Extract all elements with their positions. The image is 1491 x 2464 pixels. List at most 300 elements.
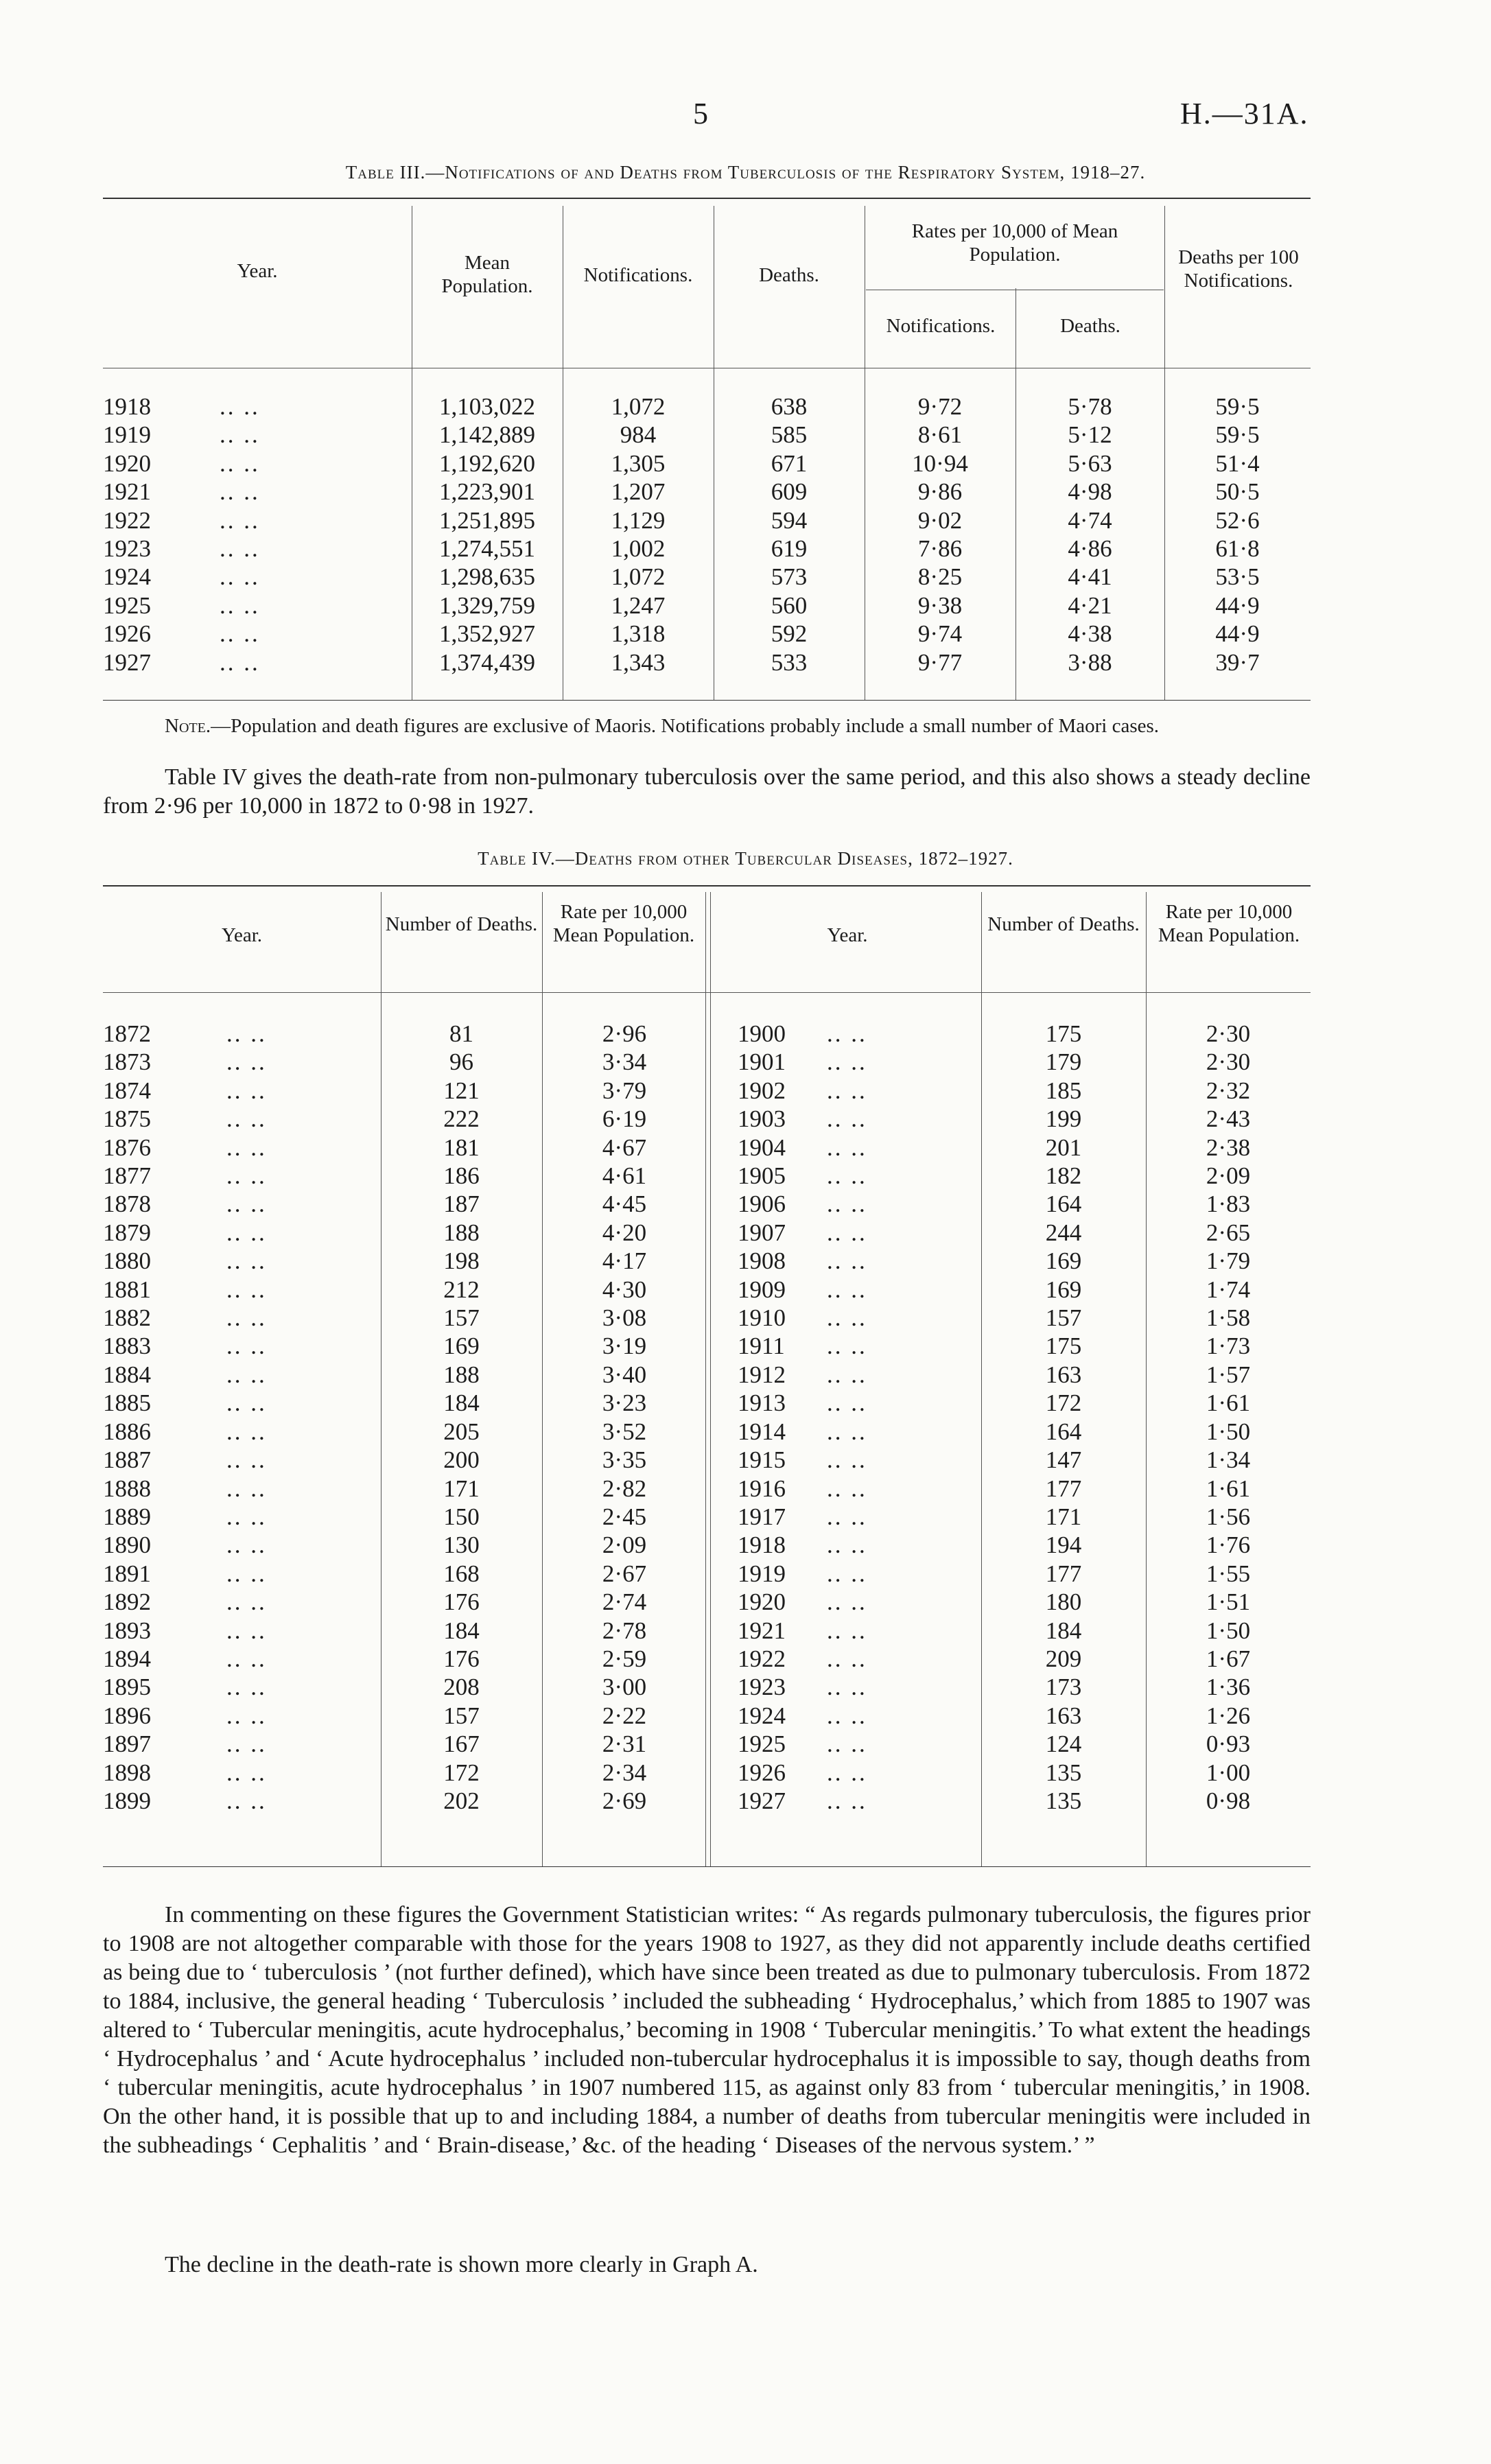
leader-dots: .. .. <box>226 1389 267 1417</box>
rate-cell: 1·76 <box>1206 1532 1251 1559</box>
year-cell: 1898 <box>103 1759 151 1786</box>
deaths-cell: 533 <box>771 648 808 676</box>
table-row <box>738 1276 1311 1304</box>
leader-dots: .. .. <box>827 1645 867 1672</box>
rate-cell: 1·50 <box>1206 1418 1251 1445</box>
table3-bottom-rule <box>103 700 1311 701</box>
year-cell: 1883 <box>103 1333 151 1360</box>
year-cell: 1917 <box>738 1503 786 1530</box>
leader-dots: .. .. <box>226 1219 267 1246</box>
year-cell: 1880 <box>103 1247 151 1275</box>
mean-population-cell: 1,329,759 <box>439 591 535 619</box>
year-cell: 1911 <box>738 1333 785 1360</box>
deaths-cell: 671 <box>771 449 808 477</box>
table3-header-rate-deaths: Deaths. <box>1060 315 1120 337</box>
table-row <box>738 1531 1311 1559</box>
note-label: Note. <box>165 715 211 737</box>
leader-dots: .. .. <box>220 393 260 420</box>
deaths-per-100-cell: 59·5 <box>1215 393 1260 420</box>
year-cell: 1895 <box>103 1674 151 1701</box>
rate-cell: 1·74 <box>1206 1276 1251 1303</box>
rate-cell: 2·78 <box>602 1617 647 1644</box>
table4-title: Table IV.—Deaths from other Tubercular Diseases, 1872–1927. <box>478 848 1013 869</box>
table-row <box>738 1304 1311 1332</box>
leader-dots: .. .. <box>226 1418 267 1445</box>
table3-header-deaths: Deaths. <box>759 264 819 286</box>
rate-cell: 6·19 <box>602 1105 647 1133</box>
table-row <box>103 1588 707 1616</box>
leader-dots: .. .. <box>827 1730 867 1758</box>
number-of-deaths-cell: 180 <box>1045 1588 1082 1616</box>
rate-cell: 1·61 <box>1206 1475 1251 1502</box>
rate-cell: 3·79 <box>602 1077 647 1104</box>
rate-notifications-cell: 8·25 <box>917 563 963 591</box>
number-of-deaths-cell: 179 <box>1045 1048 1082 1076</box>
leader-dots: .. .. <box>827 1162 867 1190</box>
rate-cell: 1·34 <box>1206 1446 1251 1474</box>
year-cell: 1914 <box>738 1418 786 1445</box>
number-of-deaths-cell: 188 <box>443 1361 480 1388</box>
table3-top-rule <box>103 198 1311 199</box>
table-row <box>103 1332 707 1360</box>
year-cell: 1907 <box>738 1219 786 1246</box>
leader-dots: .. .. <box>220 620 260 648</box>
deaths-cell: 594 <box>771 506 808 534</box>
table-row <box>103 1673 707 1701</box>
rate-cell: 1·56 <box>1206 1503 1251 1530</box>
table-row <box>738 1332 1311 1360</box>
rate-cell: 1·79 <box>1206 1247 1251 1275</box>
year-cell: 1889 <box>103 1503 151 1530</box>
rate-cell: 4·61 <box>602 1162 647 1190</box>
rate-cell: 1·55 <box>1206 1560 1251 1587</box>
deaths-per-100-cell: 51·4 <box>1215 449 1260 477</box>
leader-dots: .. .. <box>827 1702 867 1729</box>
year-cell: 1918 <box>738 1532 786 1559</box>
table-row <box>103 535 1311 563</box>
year-cell: 1925 <box>103 591 151 619</box>
year-cell: 1912 <box>738 1361 786 1388</box>
table-row <box>738 1759 1311 1787</box>
leader-dots: .. .. <box>827 1105 867 1133</box>
mean-population-cell: 1,223,901 <box>439 478 535 506</box>
table-row <box>103 1020 707 1048</box>
number-of-deaths-cell: 198 <box>443 1247 480 1275</box>
mean-population-cell: 1,298,635 <box>439 563 535 591</box>
leader-dots: .. .. <box>827 1787 867 1814</box>
rate-deaths-cell: 4·21 <box>1068 591 1112 619</box>
table-row <box>738 1673 1311 1701</box>
number-of-deaths-cell: 172 <box>443 1759 480 1786</box>
rate-notifications-cell: 9·02 <box>917 506 963 534</box>
rate-cell: 1·73 <box>1206 1333 1251 1360</box>
number-of-deaths-cell: 205 <box>443 1418 480 1445</box>
rate-cell: 2·45 <box>602 1503 647 1530</box>
year-cell: 1876 <box>103 1134 151 1161</box>
number-of-deaths-cell: 147 <box>1045 1446 1082 1474</box>
leader-dots: .. .. <box>220 535 260 563</box>
rate-cell: 1·83 <box>1206 1190 1251 1218</box>
leader-dots: .. .. <box>827 1475 867 1502</box>
rate-deaths-cell: 4·86 <box>1068 535 1112 563</box>
table3-header-rates-group: Rates per 10,000 of Mean Population. <box>911 220 1118 266</box>
table-row <box>103 1446 707 1474</box>
number-of-deaths-cell: 168 <box>443 1560 480 1587</box>
year-cell: 1924 <box>103 563 151 591</box>
rate-cell: 2·96 <box>602 1020 647 1047</box>
year-cell: 1874 <box>103 1077 151 1104</box>
leader-dots: .. .. <box>226 1077 267 1104</box>
year-cell: 1920 <box>738 1588 786 1616</box>
table-row <box>738 1702 1311 1730</box>
rate-cell: 2·30 <box>1206 1020 1251 1047</box>
table-row <box>103 648 1311 677</box>
mean-population-cell: 1,274,551 <box>439 535 535 563</box>
rate-cell: 4·45 <box>602 1190 647 1218</box>
year-cell: 1919 <box>103 421 151 449</box>
deaths-cell: 573 <box>771 563 808 591</box>
year-cell: 1878 <box>103 1190 151 1218</box>
year-cell: 1920 <box>103 449 151 477</box>
table-row <box>103 1361 707 1389</box>
table3-header-year: Year. <box>237 260 278 282</box>
table-row <box>103 478 1311 506</box>
year-cell: 1924 <box>738 1702 786 1729</box>
rate-deaths-cell: 5·12 <box>1068 421 1112 449</box>
leader-dots: .. .. <box>827 1759 867 1786</box>
year-cell: 1902 <box>738 1077 786 1104</box>
table-row <box>103 1560 707 1588</box>
leader-dots: .. .. <box>226 1162 267 1190</box>
leader-dots: .. .. <box>226 1759 267 1786</box>
notifications-cell: 1,002 <box>611 535 666 563</box>
mean-population-cell: 1,374,439 <box>439 648 535 676</box>
table-row <box>738 1048 1311 1076</box>
rate-cell: 2·31 <box>602 1730 647 1758</box>
notifications-cell: 1,072 <box>611 563 666 591</box>
table-row <box>103 421 1311 449</box>
number-of-deaths-cell: 175 <box>1045 1333 1082 1360</box>
year-cell: 1886 <box>103 1418 151 1445</box>
leader-dots: .. .. <box>220 591 260 619</box>
rate-cell: 2·43 <box>1206 1105 1251 1133</box>
leader-dots: .. .. <box>827 1361 867 1388</box>
leader-dots: .. .. <box>226 1730 267 1758</box>
table4-header-rate-right: Rate per 10,000 Mean Population. <box>1158 901 1300 946</box>
year-cell: 1918 <box>103 393 151 420</box>
number-of-deaths-cell: 167 <box>443 1730 480 1758</box>
table-row <box>738 1020 1311 1048</box>
number-of-deaths-cell: 200 <box>443 1446 480 1474</box>
leader-dots: .. .. <box>827 1333 867 1360</box>
leader-dots: .. .. <box>226 1247 267 1275</box>
rate-cell: 2·22 <box>602 1702 647 1729</box>
leader-dots: .. .. <box>827 1247 867 1275</box>
leader-dots: .. .. <box>226 1105 267 1133</box>
year-cell: 1891 <box>103 1560 151 1587</box>
rate-deaths-cell: 5·78 <box>1068 393 1112 420</box>
leader-dots: .. .. <box>226 1333 267 1360</box>
table-row <box>738 1787 1311 1815</box>
year-cell: 1927 <box>103 648 151 676</box>
year-cell: 1896 <box>103 1702 151 1729</box>
year-cell: 1916 <box>738 1475 786 1502</box>
number-of-deaths-cell: 157 <box>443 1702 480 1729</box>
year-cell: 1910 <box>738 1304 786 1332</box>
table-row <box>103 1759 707 1787</box>
leader-dots: .. .. <box>226 1532 267 1559</box>
table-row <box>738 1247 1311 1275</box>
table-row <box>103 1304 707 1332</box>
number-of-deaths-cell: 96 <box>449 1048 473 1076</box>
number-of-deaths-cell: 157 <box>443 1304 480 1332</box>
table4-header-rule <box>103 992 1311 993</box>
leader-dots: .. .. <box>827 1190 867 1218</box>
year-cell: 1897 <box>103 1730 151 1758</box>
notifications-cell: 1,129 <box>611 506 666 534</box>
table-row <box>738 1162 1311 1190</box>
leader-dots: .. .. <box>226 1645 267 1672</box>
table-row <box>103 1787 707 1815</box>
rate-cell: 3·00 <box>602 1674 647 1701</box>
table-row <box>738 1219 1311 1247</box>
leader-dots: .. .. <box>827 1617 867 1644</box>
leader-dots: .. .. <box>226 1304 267 1332</box>
leader-dots: .. .. <box>827 1077 867 1104</box>
rate-cell: 1·26 <box>1206 1702 1251 1729</box>
rate-cell: 1·57 <box>1206 1361 1251 1388</box>
number-of-deaths-cell: 121 <box>443 1077 480 1104</box>
rate-deaths-cell: 5·63 <box>1068 449 1112 477</box>
rate-cell: 1·51 <box>1206 1588 1251 1616</box>
rate-cell: 2·82 <box>602 1475 647 1502</box>
deaths-cell: 592 <box>771 620 808 648</box>
year-cell: 1923 <box>738 1674 786 1701</box>
rate-cell: 4·67 <box>602 1134 647 1161</box>
year-cell: 1890 <box>103 1532 151 1559</box>
leader-dots: .. .. <box>226 1503 267 1530</box>
table3-note <box>103 714 1311 738</box>
year-cell: 1873 <box>103 1048 151 1076</box>
closing-line: The decline in the death-rate is shown more clearly in Graph A. <box>165 2252 758 2277</box>
number-of-deaths-cell: 124 <box>1045 1730 1082 1758</box>
rate-cell: 3·40 <box>602 1361 647 1388</box>
notifications-cell: 1,343 <box>611 648 666 676</box>
table-row <box>738 1617 1311 1645</box>
year-cell: 1881 <box>103 1276 151 1303</box>
number-of-deaths-cell: 163 <box>1045 1702 1082 1729</box>
rate-cell: 3·34 <box>602 1048 647 1076</box>
table-row <box>103 1418 707 1446</box>
year-cell: 1892 <box>103 1588 151 1616</box>
notifications-cell: 984 <box>620 421 657 449</box>
rate-cell: 2·30 <box>1206 1048 1251 1076</box>
table-row <box>738 1134 1311 1162</box>
mean-population-cell: 1,251,895 <box>439 506 535 534</box>
deaths-cell: 619 <box>771 535 808 563</box>
number-of-deaths-cell: 130 <box>443 1532 480 1559</box>
table-row <box>103 1134 707 1162</box>
notifications-cell: 1,207 <box>611 478 666 506</box>
year-cell: 1919 <box>738 1560 786 1587</box>
number-of-deaths-cell: 208 <box>443 1674 480 1701</box>
leader-dots: .. .. <box>226 1446 267 1474</box>
leader-dots: .. .. <box>226 1190 267 1218</box>
rate-cell: 1·00 <box>1206 1759 1251 1786</box>
year-cell: 1888 <box>103 1475 151 1502</box>
rate-deaths-cell: 4·38 <box>1068 620 1112 648</box>
rate-notifications-cell: 8·61 <box>917 421 963 449</box>
number-of-deaths-cell: 171 <box>443 1475 480 1502</box>
table3-header-notifications: Notifications. <box>583 264 693 286</box>
notifications-cell: 1,305 <box>611 449 666 477</box>
rate-cell: 0·98 <box>1206 1787 1251 1814</box>
mean-population-cell: 1,352,927 <box>439 620 535 648</box>
deaths-per-100-cell: 52·6 <box>1215 506 1260 534</box>
year-cell: 1894 <box>103 1645 151 1672</box>
leader-dots: .. .. <box>827 1389 867 1417</box>
number-of-deaths-cell: 163 <box>1045 1361 1082 1388</box>
rate-cell: 3·35 <box>602 1446 647 1474</box>
leader-dots: .. .. <box>226 1787 267 1814</box>
table-row <box>738 1418 1311 1446</box>
table-row <box>103 591 1311 620</box>
year-cell: 1915 <box>738 1446 786 1474</box>
leader-dots: .. .. <box>827 1219 867 1246</box>
rate-cell: 3·52 <box>602 1418 647 1445</box>
rate-cell: 1·58 <box>1206 1304 1251 1332</box>
leader-dots: .. .. <box>827 1446 867 1474</box>
table-row <box>103 1077 707 1105</box>
rate-deaths-cell: 4·41 <box>1068 563 1112 591</box>
leader-dots: .. .. <box>226 1475 267 1502</box>
rate-cell: 2·74 <box>602 1588 647 1616</box>
number-of-deaths-cell: 172 <box>1045 1389 1082 1417</box>
deaths-cell: 638 <box>771 393 808 420</box>
number-of-deaths-cell: 150 <box>443 1503 480 1530</box>
rate-notifications-cell: 7·86 <box>917 535 963 563</box>
rate-notifications-cell: 9·38 <box>917 591 963 619</box>
deaths-cell: 560 <box>771 591 808 619</box>
number-of-deaths-cell: 173 <box>1045 1674 1082 1701</box>
table4-divider <box>710 892 711 1866</box>
year-cell: 1900 <box>738 1020 786 1047</box>
leader-dots: .. .. <box>226 1048 267 1076</box>
leader-dots: .. .. <box>226 1617 267 1644</box>
rate-deaths-cell: 4·98 <box>1068 478 1112 506</box>
number-of-deaths-cell: 184 <box>1045 1617 1082 1644</box>
number-of-deaths-cell: 177 <box>1045 1560 1082 1587</box>
leader-dots: .. .. <box>220 478 260 506</box>
number-of-deaths-cell: 185 <box>1045 1077 1082 1104</box>
table-row <box>103 1702 707 1730</box>
number-of-deaths-cell: 186 <box>443 1162 480 1190</box>
year-cell: 1913 <box>738 1389 786 1417</box>
deaths-cell: 609 <box>771 478 808 506</box>
year-cell: 1905 <box>738 1162 786 1190</box>
year-cell: 1926 <box>738 1759 786 1786</box>
year-cell: 1921 <box>103 478 151 506</box>
rate-notifications-cell: 10·94 <box>912 449 968 477</box>
table-row <box>738 1588 1311 1616</box>
leader-dots: .. .. <box>220 449 260 477</box>
year-cell: 1882 <box>103 1304 151 1332</box>
table-row <box>738 1475 1311 1503</box>
year-cell: 1921 <box>738 1617 786 1644</box>
leader-dots: .. .. <box>827 1588 867 1616</box>
table4-header-year-left: Year. <box>221 924 263 946</box>
table-row <box>103 1276 707 1304</box>
table3-header-rate-notifications: Notifications. <box>886 315 996 337</box>
table-row <box>738 1190 1311 1218</box>
number-of-deaths-cell: 212 <box>443 1276 480 1303</box>
year-cell: 1922 <box>103 506 151 534</box>
table3-header-deaths-per-100: Deaths per 100 Notifications. <box>1178 246 1299 292</box>
number-of-deaths-cell: 164 <box>1045 1418 1082 1445</box>
number-of-deaths-cell: 199 <box>1045 1105 1082 1133</box>
table4-header-rate-left: Rate per 10,000 Mean Population. <box>552 901 695 946</box>
year-cell: 1904 <box>738 1134 786 1161</box>
leader-dots: .. .. <box>226 1361 267 1388</box>
table3-body <box>103 392 1311 677</box>
leader-dots: .. .. <box>827 1276 867 1303</box>
rate-notifications-cell: 9·72 <box>917 393 963 420</box>
number-of-deaths-cell: 201 <box>1045 1134 1082 1161</box>
table4-top-rule <box>103 885 1311 887</box>
table-row <box>103 1389 707 1417</box>
leader-dots: .. .. <box>226 1020 267 1047</box>
number-of-deaths-cell: 169 <box>1045 1247 1082 1275</box>
rate-cell: 2·09 <box>602 1532 647 1559</box>
number-of-deaths-cell: 209 <box>1045 1645 1082 1672</box>
year-cell: 1903 <box>738 1105 786 1133</box>
table4-left-body <box>103 1020 707 1815</box>
rate-cell: 2·69 <box>602 1787 647 1814</box>
rate-cell: 4·30 <box>602 1276 647 1303</box>
deaths-per-100-cell: 61·8 <box>1215 535 1260 563</box>
document-code: H.—31A. <box>1180 97 1309 130</box>
mean-population-cell: 1,103,022 <box>439 393 535 420</box>
leader-dots: .. .. <box>226 1674 267 1701</box>
table-row <box>103 1048 707 1076</box>
leader-dots: .. .. <box>220 648 260 676</box>
deaths-per-100-cell: 39·7 <box>1215 648 1260 676</box>
leader-dots: .. .. <box>827 1020 867 1047</box>
year-cell: 1872 <box>103 1020 151 1047</box>
year-cell: 1906 <box>738 1190 786 1218</box>
leader-dots: .. .. <box>226 1702 267 1729</box>
number-of-deaths-cell: 171 <box>1045 1503 1082 1530</box>
table-row <box>103 506 1311 535</box>
table-row <box>738 1077 1311 1105</box>
number-of-deaths-cell: 169 <box>1045 1276 1082 1303</box>
rate-cell: 2·09 <box>1206 1162 1251 1190</box>
year-cell: 1875 <box>103 1105 151 1133</box>
table-row <box>738 1730 1311 1758</box>
number-of-deaths-cell: 175 <box>1045 1020 1082 1047</box>
year-cell: 1901 <box>738 1048 786 1076</box>
rate-cell: 2·65 <box>1206 1219 1251 1246</box>
number-of-deaths-cell: 81 <box>449 1020 473 1047</box>
year-cell: 1879 <box>103 1219 151 1246</box>
year-cell: 1899 <box>103 1787 151 1814</box>
rate-deaths-cell: 3·88 <box>1068 648 1112 676</box>
leader-dots: .. .. <box>220 506 260 534</box>
number-of-deaths-cell: 177 <box>1045 1475 1082 1502</box>
rate-notifications-cell: 9·74 <box>917 620 963 648</box>
table-row <box>103 1162 707 1190</box>
table-row <box>103 1105 707 1133</box>
